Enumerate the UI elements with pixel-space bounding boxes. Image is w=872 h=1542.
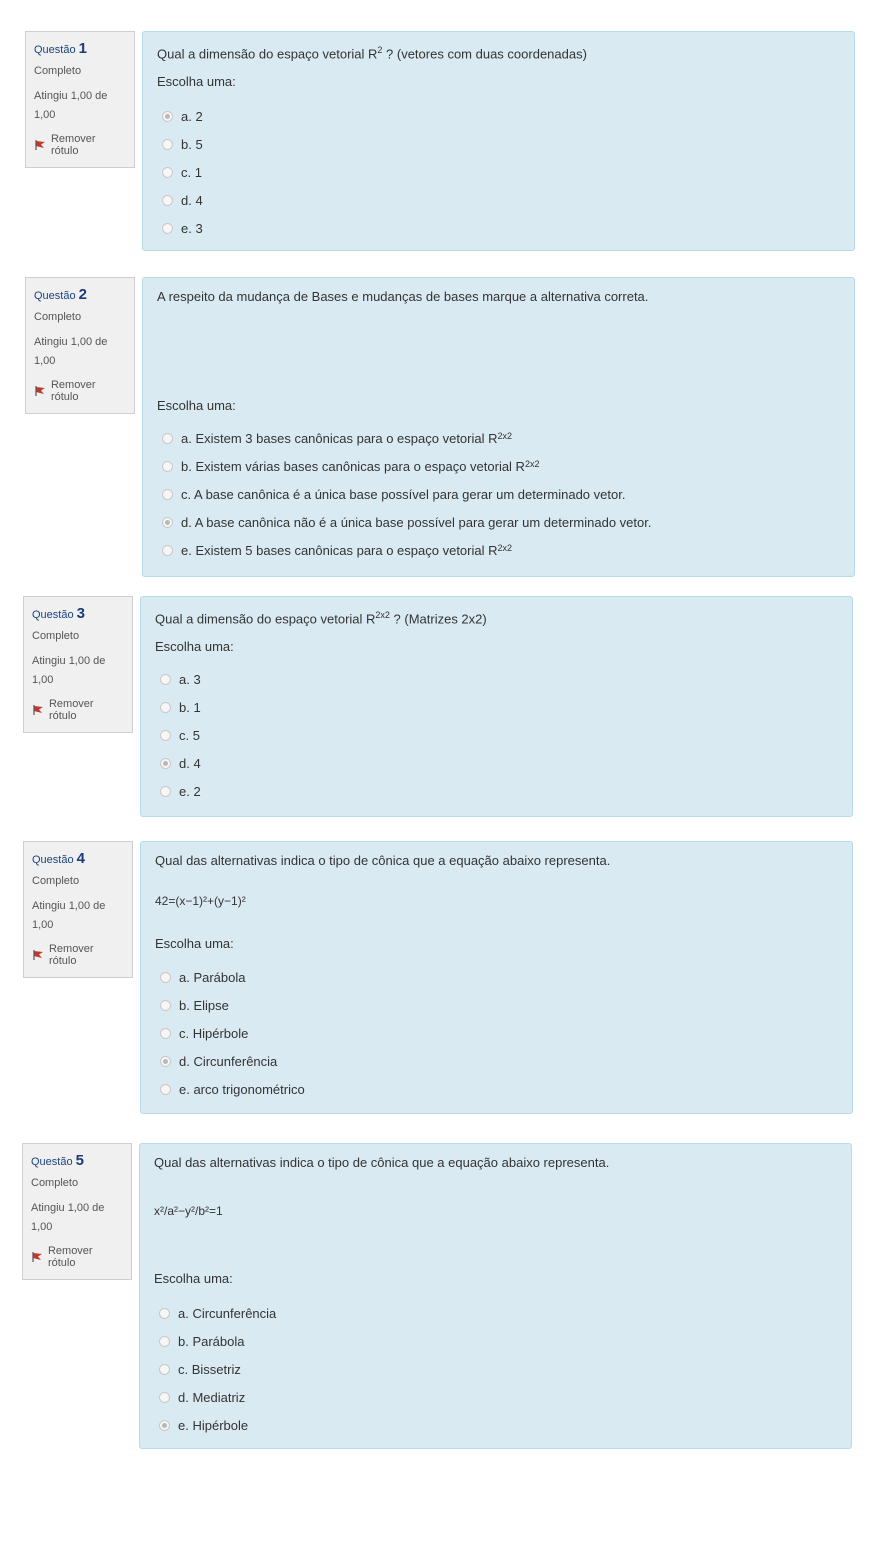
question-grade: Atingiu 1,00 de 1,00 <box>34 90 108 121</box>
answer-option[interactable] <box>153 1047 842 1075</box>
answer-option[interactable] <box>152 1355 841 1383</box>
answer-option-label: e. 3 <box>181 220 203 236</box>
answer-option[interactable] <box>152 1299 841 1327</box>
radio-button[interactable] <box>160 786 171 797</box>
answer-option[interactable] <box>152 1327 841 1355</box>
answer-option-label: e. Existem 5 bases canônicas para o espaço vetorial R <box>181 542 498 558</box>
question-text-main: A respeito da mudança de Bases e mudanças de bases marque a alternativa correta. <box>157 289 649 304</box>
question-number-value: 4 <box>76 850 85 867</box>
question-content <box>139 1143 852 1449</box>
radio-button[interactable] <box>160 1000 171 1011</box>
answer-option[interactable] <box>153 721 842 749</box>
question-number-value: 3 <box>76 605 85 622</box>
answer-option-label: d. 4 <box>181 192 203 208</box>
question-text <box>154 1154 837 1171</box>
question-text <box>155 607 838 627</box>
answer-option-label: a. Circunferência <box>178 1305 277 1321</box>
answer-option[interactable] <box>153 665 842 693</box>
answer-options <box>155 102 844 242</box>
answer-option-label: a. 2 <box>181 108 203 124</box>
answer-option[interactable] <box>155 452 844 480</box>
question-grade: Atingiu 1,00 de 1,00 <box>31 1202 105 1233</box>
answer-option-label: a. Existem 3 bases canônicas para o espaço vetorial R <box>181 430 498 446</box>
radio-button[interactable] <box>160 972 171 983</box>
answer-option-label: a. Parábola <box>179 969 246 985</box>
question-number <box>34 286 126 303</box>
question-number-value: 2 <box>78 286 87 303</box>
answer-option[interactable] <box>153 693 842 721</box>
answer-option-label: a. 3 <box>179 671 201 687</box>
question-formula: 42=(x−1)²+(y−1)² <box>155 894 246 908</box>
question-formula: x²/a²−y²/b²=1 <box>154 1204 223 1218</box>
answer-option[interactable] <box>155 424 844 452</box>
question-text-after: ? (vetores com duas coordenadas) <box>382 46 587 62</box>
answer-option[interactable] <box>155 536 844 564</box>
question-label: Questão <box>32 854 74 866</box>
radio-button[interactable] <box>160 674 171 685</box>
radio-button[interactable] <box>160 1056 171 1067</box>
answer-option-label: d. 4 <box>179 755 201 771</box>
question-block <box>23 841 853 1114</box>
question-grade: Atingiu 1,00 de 1,00 <box>34 336 108 367</box>
answer-prompt: Escolha uma: <box>157 74 236 89</box>
answer-option-label: c. Bissetriz <box>178 1361 241 1377</box>
question-block <box>22 1143 852 1449</box>
question-info <box>23 841 133 978</box>
answer-option[interactable] <box>153 749 842 777</box>
answer-prompt: Escolha uma: <box>155 639 234 654</box>
question-text <box>155 852 838 869</box>
radio-button[interactable] <box>162 139 173 150</box>
answer-option[interactable] <box>155 480 844 508</box>
answer-option-label: b. 1 <box>179 699 201 715</box>
radio-button[interactable] <box>160 1084 171 1095</box>
question-content <box>140 596 853 817</box>
remove-flag-link[interactable] <box>34 379 126 403</box>
answer-option-label: e. 2 <box>179 783 201 799</box>
flag-label: Remover rótulo <box>48 943 94 967</box>
question-text-main: Qual das alternativas indica o tipo de cônica que a equação abaixo representa. <box>154 1155 610 1170</box>
question-text-main: Qual a dimensão do espaço vetorial R <box>155 611 376 627</box>
answer-options <box>152 1299 841 1439</box>
question-info <box>25 277 135 414</box>
question-block <box>23 596 853 817</box>
flag-label: Remover rótulo <box>47 1245 93 1269</box>
question-content <box>140 841 853 1114</box>
answer-options <box>153 963 842 1103</box>
question-number-value: 5 <box>75 1152 84 1169</box>
answer-option-label: c. 1 <box>181 164 202 180</box>
answer-option-label: d. A base canônica não é a única base possível para gerar um determinado vetor. <box>181 514 652 530</box>
remove-flag-link[interactable] <box>31 1245 123 1269</box>
remove-flag-link[interactable] <box>34 133 126 157</box>
flag-label: Remover rótulo <box>50 133 96 157</box>
answer-option-superscript: 2x2 <box>497 543 513 553</box>
radio-button[interactable] <box>162 545 173 556</box>
answer-prompt: Escolha uma: <box>157 398 236 413</box>
question-text-superscript: 2x2 <box>375 610 390 620</box>
answer-option[interactable] <box>155 102 844 130</box>
answer-option[interactable] <box>153 1019 842 1047</box>
question-number <box>32 605 124 622</box>
answer-option[interactable] <box>155 508 844 536</box>
radio-button[interactable] <box>162 195 173 206</box>
question-text-main: Qual a dimensão do espaço vetorial R <box>157 46 378 62</box>
question-text-superscript: 2 <box>377 45 383 55</box>
answer-option-label: e. arco trigonométrico <box>179 1081 305 1097</box>
flag-icon <box>34 139 46 151</box>
question-number <box>31 1152 123 1169</box>
question-grade: Atingiu 1,00 de 1,00 <box>32 900 106 931</box>
radio-button[interactable] <box>159 1308 170 1319</box>
answer-option[interactable] <box>153 777 842 805</box>
answer-option-label: b. Existem várias bases canônicas para o espaço vetorial R <box>181 458 525 474</box>
radio-button[interactable] <box>162 223 173 234</box>
question-content <box>142 277 855 577</box>
answer-option-label: b. Elipse <box>179 997 229 1013</box>
question-block <box>25 31 855 251</box>
answer-option[interactable] <box>155 186 844 214</box>
answer-option[interactable] <box>153 991 842 1019</box>
answer-prompt: Escolha uma: <box>154 1271 233 1286</box>
answer-option-label: c. 5 <box>179 727 200 743</box>
flag-icon <box>31 1251 43 1263</box>
question-number <box>34 40 126 57</box>
question-state: Completo <box>34 311 82 323</box>
question-state: Completo <box>32 630 80 642</box>
radio-button[interactable] <box>162 111 173 122</box>
radio-button[interactable] <box>162 167 173 178</box>
question-label: Questão <box>31 1156 73 1168</box>
question-number <box>32 850 124 867</box>
question-number-value: 1 <box>78 40 87 57</box>
radio-button[interactable] <box>159 1420 170 1431</box>
answer-option-label: c. Hipérbole <box>179 1025 249 1041</box>
question-text-after: ? (Matrizes 2x2) <box>389 611 487 627</box>
radio-button[interactable] <box>159 1336 170 1347</box>
answer-option-superscript: 2x2 <box>524 459 540 469</box>
question-text <box>157 42 840 62</box>
flag-label: Remover rótulo <box>48 698 94 722</box>
answer-option-label: b. Parábola <box>178 1333 245 1349</box>
question-content <box>142 31 855 251</box>
question-label: Questão <box>32 609 74 621</box>
question-text <box>157 288 840 305</box>
answer-option[interactable] <box>153 1075 842 1103</box>
question-label: Questão <box>34 290 76 302</box>
radio-button[interactable] <box>160 702 171 713</box>
answer-option[interactable] <box>155 158 844 186</box>
question-grade: Atingiu 1,00 de 1,00 <box>32 655 106 686</box>
radio-button[interactable] <box>160 758 171 769</box>
answer-option[interactable] <box>153 963 842 991</box>
radio-button[interactable] <box>162 433 173 444</box>
answer-option[interactable] <box>152 1411 841 1439</box>
answer-option-label: d. Mediatriz <box>178 1389 246 1405</box>
radio-button[interactable] <box>162 517 173 528</box>
question-info <box>23 596 133 733</box>
question-state: Completo <box>31 1177 79 1189</box>
radio-button[interactable] <box>159 1364 170 1375</box>
answer-option-label: b. 5 <box>181 136 203 152</box>
answer-option[interactable] <box>155 130 844 158</box>
question-label: Questão <box>34 44 76 56</box>
radio-button[interactable] <box>160 1028 171 1039</box>
flag-icon <box>32 949 44 961</box>
radio-button[interactable] <box>162 489 173 500</box>
answer-options <box>155 424 844 564</box>
answer-option[interactable] <box>152 1383 841 1411</box>
answer-option-label: d. Circunferência <box>179 1053 278 1069</box>
radio-button[interactable] <box>160 730 171 741</box>
answer-option-label: e. Hipérbole <box>178 1417 249 1433</box>
answer-option[interactable] <box>155 214 844 242</box>
question-info <box>22 1143 132 1280</box>
answer-options <box>153 665 842 805</box>
answer-option-label: c. A base canônica é a única base possível para gerar um determinado vetor. <box>181 486 626 502</box>
answer-option-superscript: 2x2 <box>497 431 513 441</box>
radio-button[interactable] <box>159 1392 170 1403</box>
remove-flag-link[interactable] <box>32 698 124 722</box>
question-block <box>25 277 855 577</box>
question-state: Completo <box>34 65 82 77</box>
remove-flag-link[interactable] <box>32 943 124 967</box>
question-text-main: Qual das alternativas indica o tipo de cônica que a equação abaixo representa. <box>155 853 611 868</box>
answer-prompt: Escolha uma: <box>155 936 234 951</box>
question-state: Completo <box>32 875 80 887</box>
flag-icon <box>32 704 44 716</box>
radio-button[interactable] <box>162 461 173 472</box>
flag-label: Remover rótulo <box>50 379 96 403</box>
flag-icon <box>34 385 46 397</box>
question-info <box>25 31 135 168</box>
